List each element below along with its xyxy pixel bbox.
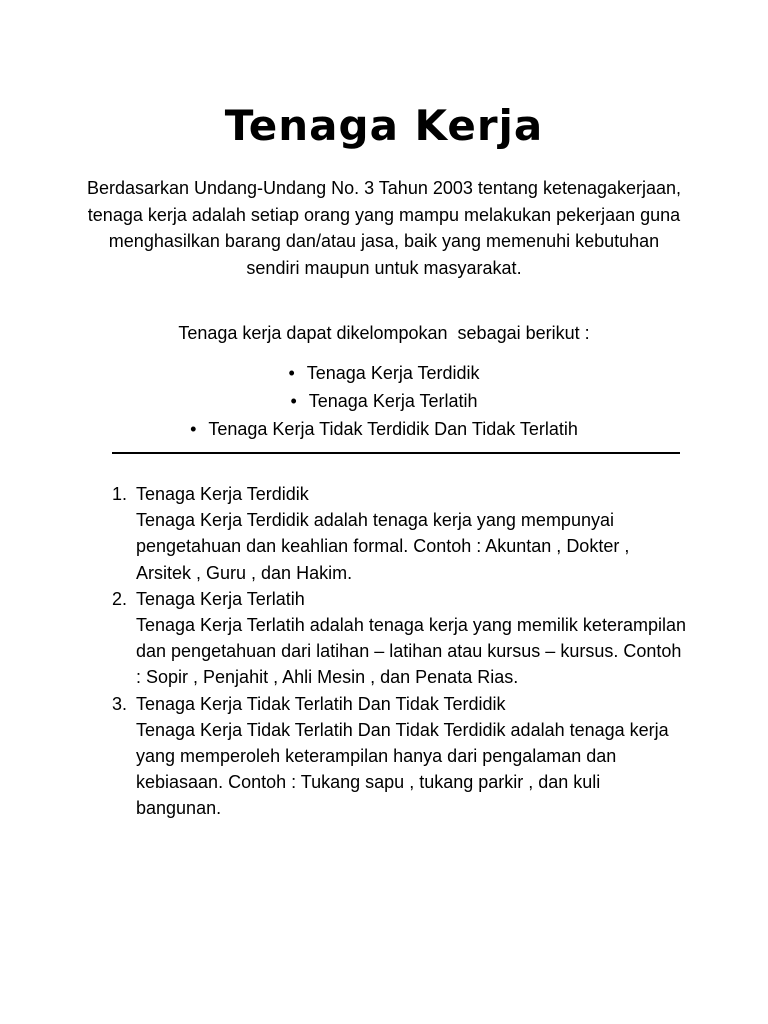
page-title: Tenaga Kerja [224,101,544,150]
bullet-dot-icon: • [288,363,295,383]
detail-item [108,481,688,586]
bullet-dot-icon: • [190,419,197,439]
grouping-intro: Tenaga kerja dapat dikelompokan sebagai berikut : [178,323,590,343]
detail-item-heading: Tenaga Kerja Terlatih [136,588,305,609]
bullet-item [0,415,768,443]
bullet-item-label: Tenaga Kerja Terdidik [306,363,480,383]
bullet-item [0,387,768,415]
detail-item-body: Tenaga Kerja Tidak Terlatih Dan Tidak Terdidik adalah tenaga kerja yang memperoleh keterampilan hanya dari pengalaman dan kebiasaan. Contoh : Tukang sapu , tukang parkir , dan kuli bangunan. [136,719,669,819]
detail-numbered-list [108,481,688,822]
bullet-item-label: Tenaga Kerja Terlatih [308,391,478,411]
detail-item-number: 3. [112,693,128,714]
detail-item-heading: Tenaga Kerja Terdidik [136,484,309,504]
category-bullet-list [0,359,768,443]
detail-item [108,586,688,691]
intro-paragraph: Berdasarkan Undang-Undang No. 3 Tahun 2003 tentang ketenagakerjaan, tenaga kerja adalah setiap orang yang mampu melakukan pekerjaan guna menghasilkan barang dan/atau jasa, baik yang memenuhi kebutuhan sendiri maupun untuk masyarakat. [86,178,682,278]
detail-item-number: 1. [112,484,128,504]
bullet-item [0,359,768,387]
detail-item-heading: Tenaga Kerja Tidak Terlatih Dan Tidak Terdidik [136,693,506,714]
detail-item-number: 2. [112,588,128,609]
detail-item [108,691,688,822]
bullet-item-label: Tenaga Kerja Tidak Terdidik Dan Tidak Terlatih [208,419,578,439]
bullet-dot-icon: • [290,391,297,411]
detail-item-body: Tenaga Kerja Terlatih adalah tenaga kerja yang memilik keterampilan dan pengetahuan dari latihan – latihan atau kursus – kursus. Contoh : Sopir , Penjahit , Ahli Mesin , dan Penata Rias. [136,615,686,688]
horizontal-divider [112,452,680,454]
detail-item-body: Tenaga Kerja Terdidik adalah tenaga kerja yang mempunyai pengetahuan dan keahlian formal. Contoh : Akuntan , Dokter , Arsitek , Guru , dan Hakim. [136,510,630,583]
